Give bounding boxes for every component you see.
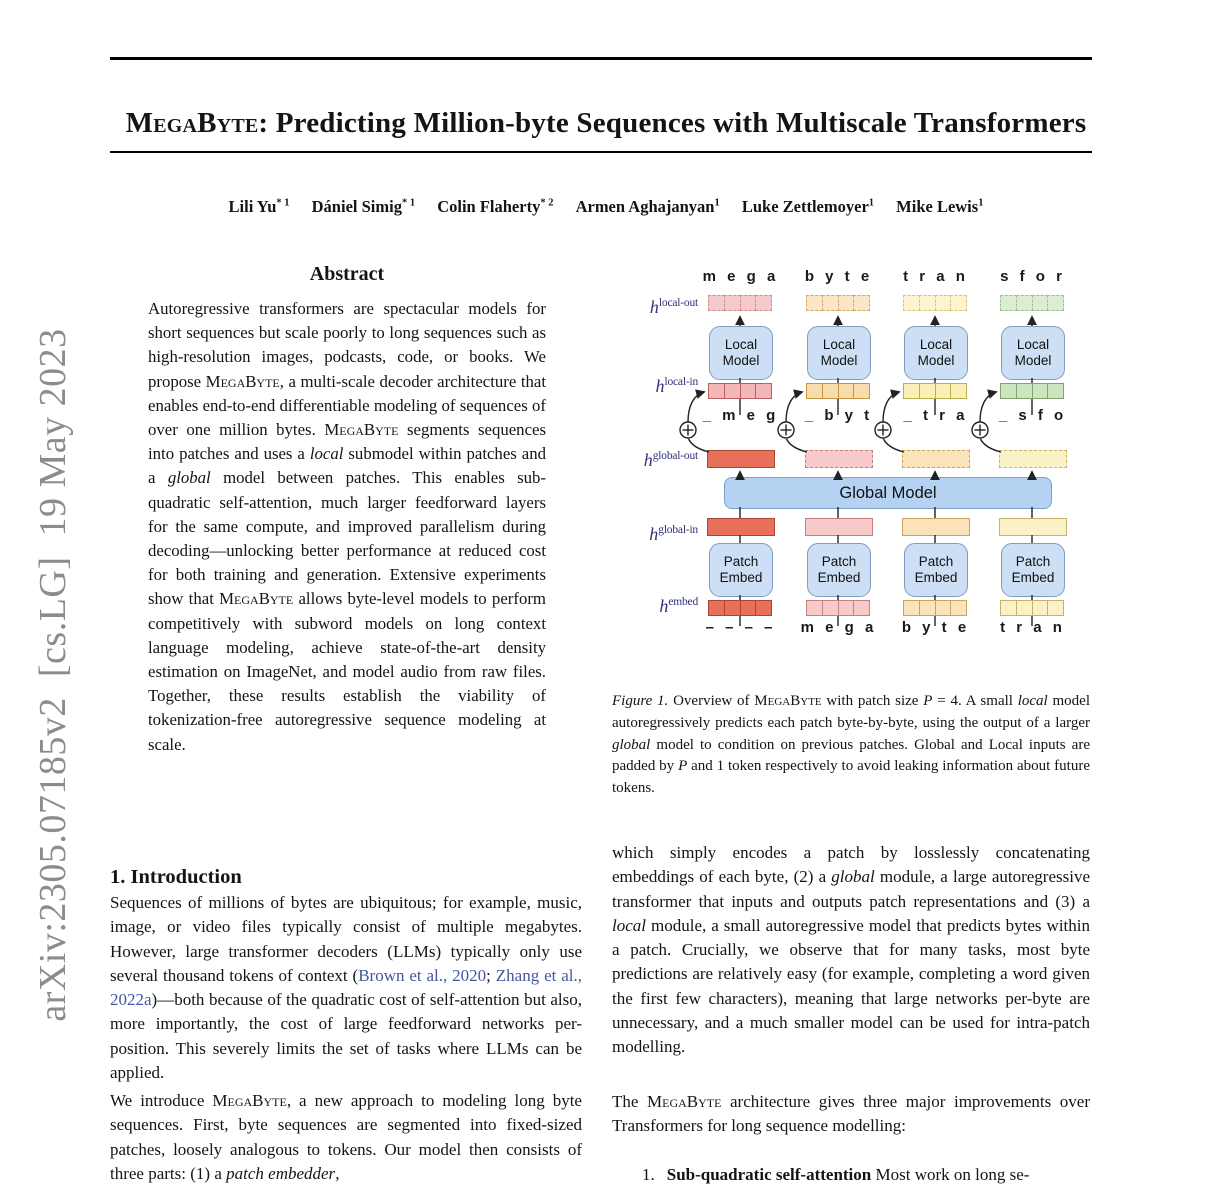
h-embed-label: $h^{embed}$ — [659, 596, 698, 616]
local-input-text: _ t r a — [903, 407, 967, 424]
emphasis-word: local — [1017, 693, 1048, 709]
local-out-cells — [903, 295, 967, 311]
citation-zhang-2022a[interactable]: Zhang et al., 2022a — [110, 965, 582, 1010]
brand-word: MegaByte — [212, 1091, 287, 1110]
byte-input-text: m e g a — [800, 619, 876, 636]
math-var: P — [678, 758, 688, 775]
author-affiliation-mark: * 2 — [540, 197, 554, 209]
local-input-text: _ m e g — [702, 407, 778, 424]
local-input-text: _ s f o — [998, 407, 1066, 424]
author-affiliation-mark: * 1 — [401, 197, 416, 209]
author-affiliation-mark: * 1 — [276, 197, 290, 209]
author-affiliation-mark: 1 — [978, 197, 984, 209]
brand-word: MegaByte — [205, 371, 280, 391]
top-rule — [110, 57, 1092, 60]
author-line — [60, 197, 1152, 217]
global-in-bar — [902, 518, 970, 536]
plus-circle-icon — [778, 422, 794, 438]
local-model-box: Local Model — [904, 326, 968, 380]
author-affiliation-mark: 1 — [714, 197, 720, 209]
text-segment: with patch size — [821, 693, 924, 709]
intro-paragraph-1 — [110, 891, 582, 1085]
local-in-cells — [806, 383, 870, 399]
author — [229, 197, 290, 216]
output-bytes-text: s f o r — [1000, 268, 1064, 285]
figure-caption — [612, 691, 1090, 800]
author-affiliation-mark: 1 — [868, 197, 875, 209]
paper-title-rest: : Predicting Million-byte Sequences with Multiscale Transformers — [258, 107, 1087, 140]
author-name: Dániel Simig — [311, 197, 402, 216]
author-name: Mike Lewis — [896, 197, 979, 216]
text-segment: Overview of — [668, 693, 755, 709]
local-model-box: Local Model — [709, 326, 773, 380]
embed-cells — [1000, 600, 1064, 616]
local-out-cells — [1000, 295, 1064, 311]
list-term: Sub-quadratic self-attention — [666, 1165, 872, 1184]
text-segment: submodel within patches and a — [148, 444, 546, 488]
brand-word: MegaByte — [754, 693, 822, 709]
intro-paragraph-2 — [110, 1089, 582, 1186]
author — [576, 197, 720, 216]
text-segment: model to condition on previous patches. Global and Local inputs are padded by — [612, 736, 1090, 775]
arxiv-sidebar-label: arXiv:2305.07185v2 [cs.LG] 19 May 2023 — [32, 328, 74, 1022]
patch-embed-box: Patch Embed — [807, 543, 871, 597]
text-segment: Most work on long se- — [871, 1165, 1030, 1184]
local-out-cells — [806, 295, 870, 311]
output-bytes-text: t r a n — [903, 268, 967, 285]
author — [437, 197, 553, 216]
right-column-paragraph-2 — [612, 1090, 1090, 1139]
text-segment: )—both because of the quadratic cost of self-attention but also, more importantly, the cost of large feedforward networks per-position. This severely limits the set of tasks where LLMs can be applied. — [110, 990, 582, 1083]
plus-circle-icon — [972, 422, 988, 438]
embed-cells — [903, 600, 967, 616]
text-segment: We introduce — [110, 1091, 213, 1110]
numbered-list-item-1 — [642, 1163, 1090, 1187]
global-in-bar — [707, 518, 775, 536]
text-segment: segments sequences into patches and uses a — [148, 420, 547, 464]
brand-word: MegaByte — [219, 589, 294, 609]
global-in-bar — [805, 518, 873, 536]
local-model-box: Local Model — [1001, 326, 1065, 380]
text-segment: , a multi-scale decoder architecture that enables end-to-end differentiable modeling of sequences of over one million bytes. — [148, 371, 546, 440]
patch-embed-box: Patch Embed — [904, 543, 968, 597]
figure-1-diagram — [612, 262, 1092, 664]
emphasis-word: global — [831, 867, 875, 887]
math-var: P — [923, 693, 933, 709]
patch-embed-box: Patch Embed — [1001, 543, 1065, 597]
embed-cells — [708, 600, 772, 616]
text-segment: model between patches. This enables sub-quadratic self-attention, much larger feedforward layers for the same compute, and improved parallelism during decoding—unlocking better performance at reduced cost for both training and generation. Extensive experiments show that — [148, 468, 546, 609]
text-segment: Sequences of millions of bytes are ubiquitous; for example, music, image, or video files typically consist of multiple megabytes. However, large transformer decoders (LLMs) typically only use several thousand tokens of context ( — [110, 893, 582, 985]
local-out-cells — [708, 295, 772, 311]
list-number: 1. — [642, 1165, 655, 1184]
brand-word: MegaByte — [647, 1092, 722, 1111]
text-segment: The — [612, 1092, 647, 1111]
text-segment: = 4. A small — [932, 693, 1018, 709]
paper-title-brand: MegaByte — [125, 107, 259, 140]
output-bytes-text: m e g a — [702, 268, 778, 285]
h-global-in-label: $h^{global-in}$ — [649, 524, 698, 544]
local-input-text: _ b y t — [804, 407, 872, 424]
author — [742, 197, 874, 216]
text-segment: model autoregressively predicts each patch byte-by-byte, using the output of a larger — [612, 693, 1090, 731]
emphasis-word: local — [612, 915, 646, 935]
text-segment: allows byte-level models to perform competitively with subword models on long context language modeling, achieve state-of-the-art density estimation on ImageNet, and model audio from raw files. Together, these results establish the viability of tokenization-free autoregressive sequence modeling at scale. — [148, 589, 546, 754]
abstract-heading: Abstract — [309, 263, 385, 285]
emphasis-word: global — [167, 468, 211, 488]
byte-input-text: b y t e — [901, 619, 969, 636]
citation-brown-2020[interactable]: Brown et al., 2020 — [358, 965, 487, 985]
global-out-bar — [805, 450, 873, 468]
text-segment: module, a large autoregressive transformer that inputs and outputs patch representations and (3) a — [612, 867, 1090, 911]
plus-circle-icon — [875, 422, 891, 438]
plus-circle-icon — [680, 422, 696, 438]
byte-input-text: – – – – — [705, 619, 775, 636]
output-bytes-text: b y t e — [804, 268, 872, 285]
global-model-box: Global Model — [724, 477, 1052, 509]
global-out-bar — [707, 450, 775, 468]
local-in-cells — [903, 383, 967, 399]
figure-number-label: Figure 1. — [612, 693, 669, 709]
local-in-cells — [1000, 383, 1064, 399]
global-out-bar — [902, 450, 970, 468]
author-name: Lili Yu — [228, 197, 277, 216]
right-column-paragraph-1 — [612, 841, 1090, 1060]
author — [896, 197, 983, 216]
patch-embed-box: Patch Embed — [709, 543, 773, 597]
local-in-cells — [708, 383, 772, 399]
text-segment: Autoregressive transformers are spectacular models for short sequences but scale poorly to long sequences such as high-resolution images, podcasts, code, or books. We propose — [148, 299, 546, 391]
author-name: Luke Zettlemoyer — [741, 197, 869, 216]
text-segment: architecture gives three major improvements over Transformers for long sequence modelling: — [612, 1092, 1090, 1136]
brand-word: MegaByte — [324, 420, 399, 440]
emphasis-word: global — [612, 736, 651, 753]
paper-title — [60, 107, 1152, 140]
section-heading-introduction: 1. Introduction — [110, 866, 242, 888]
text-segment: and 1 token respectively to avoid leaking information about future tokens. — [612, 758, 1090, 797]
author-name: Colin Flaherty — [437, 197, 541, 216]
emphasis-word: patch embedder — [226, 1163, 336, 1183]
local-model-box: Local Model — [807, 326, 871, 380]
text-segment: module, a small autoregressive model that predicts bytes within a patch. Crucially, we observe that for many tasks, most byte predictions are relatively easy (for example, completing a word given the first few characters), meaning that large networks per-byte are unnecessary, and a much smaller model can be used for intra-patch modelling. — [612, 915, 1090, 1057]
abstract-paragraph — [148, 297, 546, 757]
embed-cells — [806, 600, 870, 616]
emphasis-word: local — [309, 444, 344, 464]
h-global-out-label: $h^{global-out}$ — [643, 450, 698, 470]
h-local-out-label: $h^{local-out}$ — [649, 297, 698, 317]
global-out-bar — [999, 450, 1067, 468]
h-local-in-label: $h^{local-in}$ — [655, 376, 698, 396]
author-name: Armen Aghajanyan — [575, 197, 715, 216]
text-segment: which simply encodes a patch by losslessly concatenating embeddings of each byte, (2) a — [612, 843, 1090, 887]
global-in-bar — [999, 518, 1067, 536]
text-segment: , — [335, 1163, 340, 1183]
title-rule — [110, 151, 1092, 153]
text-segment: ; — [486, 965, 496, 985]
byte-input-text: t r a n — [1000, 619, 1064, 636]
author — [312, 197, 415, 216]
text-segment: , a new approach to modeling long byte sequences. First, byte sequences are segmented into fixed-sized patches, loosely analogous to tokens. Our model then consists of three parts: (1) a — [110, 1091, 582, 1183]
